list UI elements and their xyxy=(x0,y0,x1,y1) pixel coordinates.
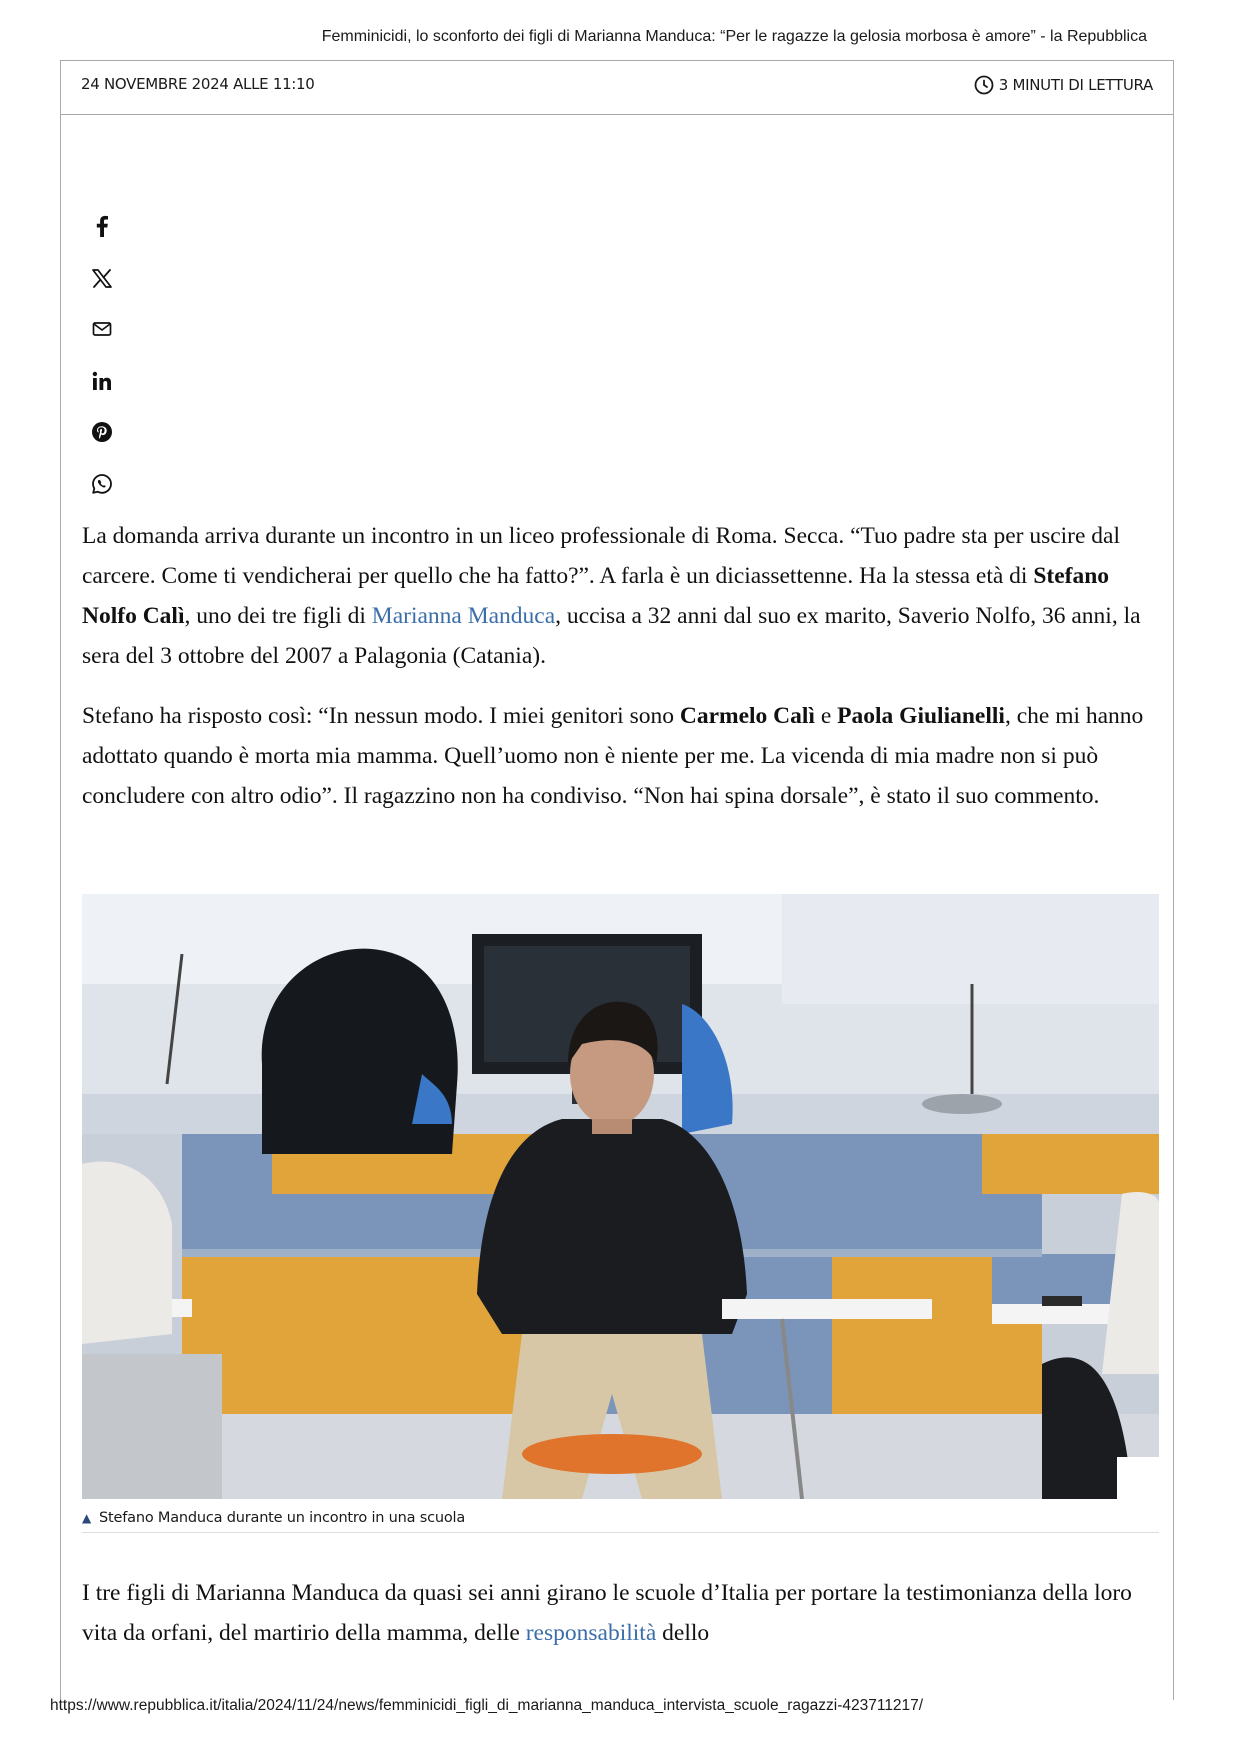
publish-date: 24 NOVEMBRE 2024 ALLE 11:10 xyxy=(81,75,315,93)
share-email-button[interactable] xyxy=(88,315,116,343)
print-footer-url: https://www.repubblica.it/italia/2024/11/24/news/femminicidi_figli_di_marianna_manduca_intervista_scuole_ragazzi-423711217/ xyxy=(50,1697,924,1714)
reading-time-label: 3 MINUTI DI LETTURA xyxy=(998,76,1153,94)
x-icon xyxy=(92,269,112,288)
paragraph-text: La domanda arriva durante un incontro in un liceo professionale di Roma. Secca. “Tuo padre sta per uscire dal carcere. Come ti vendicherai per quello che ha fatto?”. A farla è un diciassettenne. Ha la stessa età di xyxy=(82,523,1121,589)
photo-caption xyxy=(82,1504,1159,1533)
paragraph-text: , uno dei tre figli di xyxy=(184,603,372,629)
article-body xyxy=(82,516,1162,836)
paragraph-text: , uccisa a 32 anni dal suo ex marito, Saverio Nolfo, 36 anni, la sera del 3 ottobre del 2007 a Palagonia (Catania). xyxy=(82,603,1141,669)
responsabilita-link[interactable]: responsabilità xyxy=(525,1620,657,1646)
bold-name: Carmelo Calì xyxy=(679,703,815,729)
classroom-photo-illustration xyxy=(82,894,1159,1499)
paragraph-text: I tre figli di Marianna Manduca da quasi sei anni girano le scuole d’Italia per portare la testimonianza della loro vita da orfani, del martirio della mamma, delle xyxy=(82,1580,1132,1646)
mail-icon xyxy=(92,321,112,337)
article-meta-bar xyxy=(60,60,1174,115)
article-paragraph xyxy=(82,1573,1162,1653)
bold-name: Stefano Nolfo Calì xyxy=(82,563,1110,629)
caption-triangle-icon: ▲ xyxy=(82,1511,92,1525)
share-facebook-button[interactable] xyxy=(88,212,116,240)
share-linkedin-button[interactable] xyxy=(88,367,116,395)
bold-name: Paola Giulianelli xyxy=(837,703,1005,729)
share-pinterest-button[interactable] xyxy=(88,418,116,446)
article-paragraph xyxy=(82,516,1162,676)
article-photo[interactable] xyxy=(82,894,1159,1499)
article-body-continued xyxy=(82,1573,1162,1653)
clock-icon xyxy=(973,74,995,96)
paragraph-text: Stefano ha risposto così: “In nessun modo. I miei genitori sono xyxy=(82,703,680,729)
pinterest-icon xyxy=(91,421,113,443)
share-x-button[interactable] xyxy=(88,264,116,292)
share-whatsapp-button[interactable] xyxy=(88,470,116,498)
facebook-icon xyxy=(95,215,109,237)
print-header-title: Femminicidi, lo sconforto dei figli di Marianna Manduca: “Per le ragazze la gelosia morbosa è amore” - la Repubblica xyxy=(321,28,1147,45)
photo-corner-overlay xyxy=(1117,1457,1159,1499)
caption-text: Stefano Manduca durante un incontro in una scuola xyxy=(99,1510,466,1526)
paragraph-text: , che mi hanno adottato quando è morta mia mamma. Quell’uomo non è niente per me. La vicenda di mia madre non si può concludere con altro odio”. Il ragazzino non ha condiviso. “Non hai spina dorsale”, è stato il suo commento. xyxy=(82,703,1144,809)
reading-time xyxy=(973,74,1153,96)
article-paragraph xyxy=(82,696,1162,816)
whatsapp-icon xyxy=(91,473,113,495)
paragraph-text: dello xyxy=(656,1620,710,1646)
paragraph-text: e xyxy=(814,703,838,729)
linkedin-icon xyxy=(92,371,112,391)
marianna-manduca-link[interactable]: Marianna Manduca xyxy=(371,603,556,629)
